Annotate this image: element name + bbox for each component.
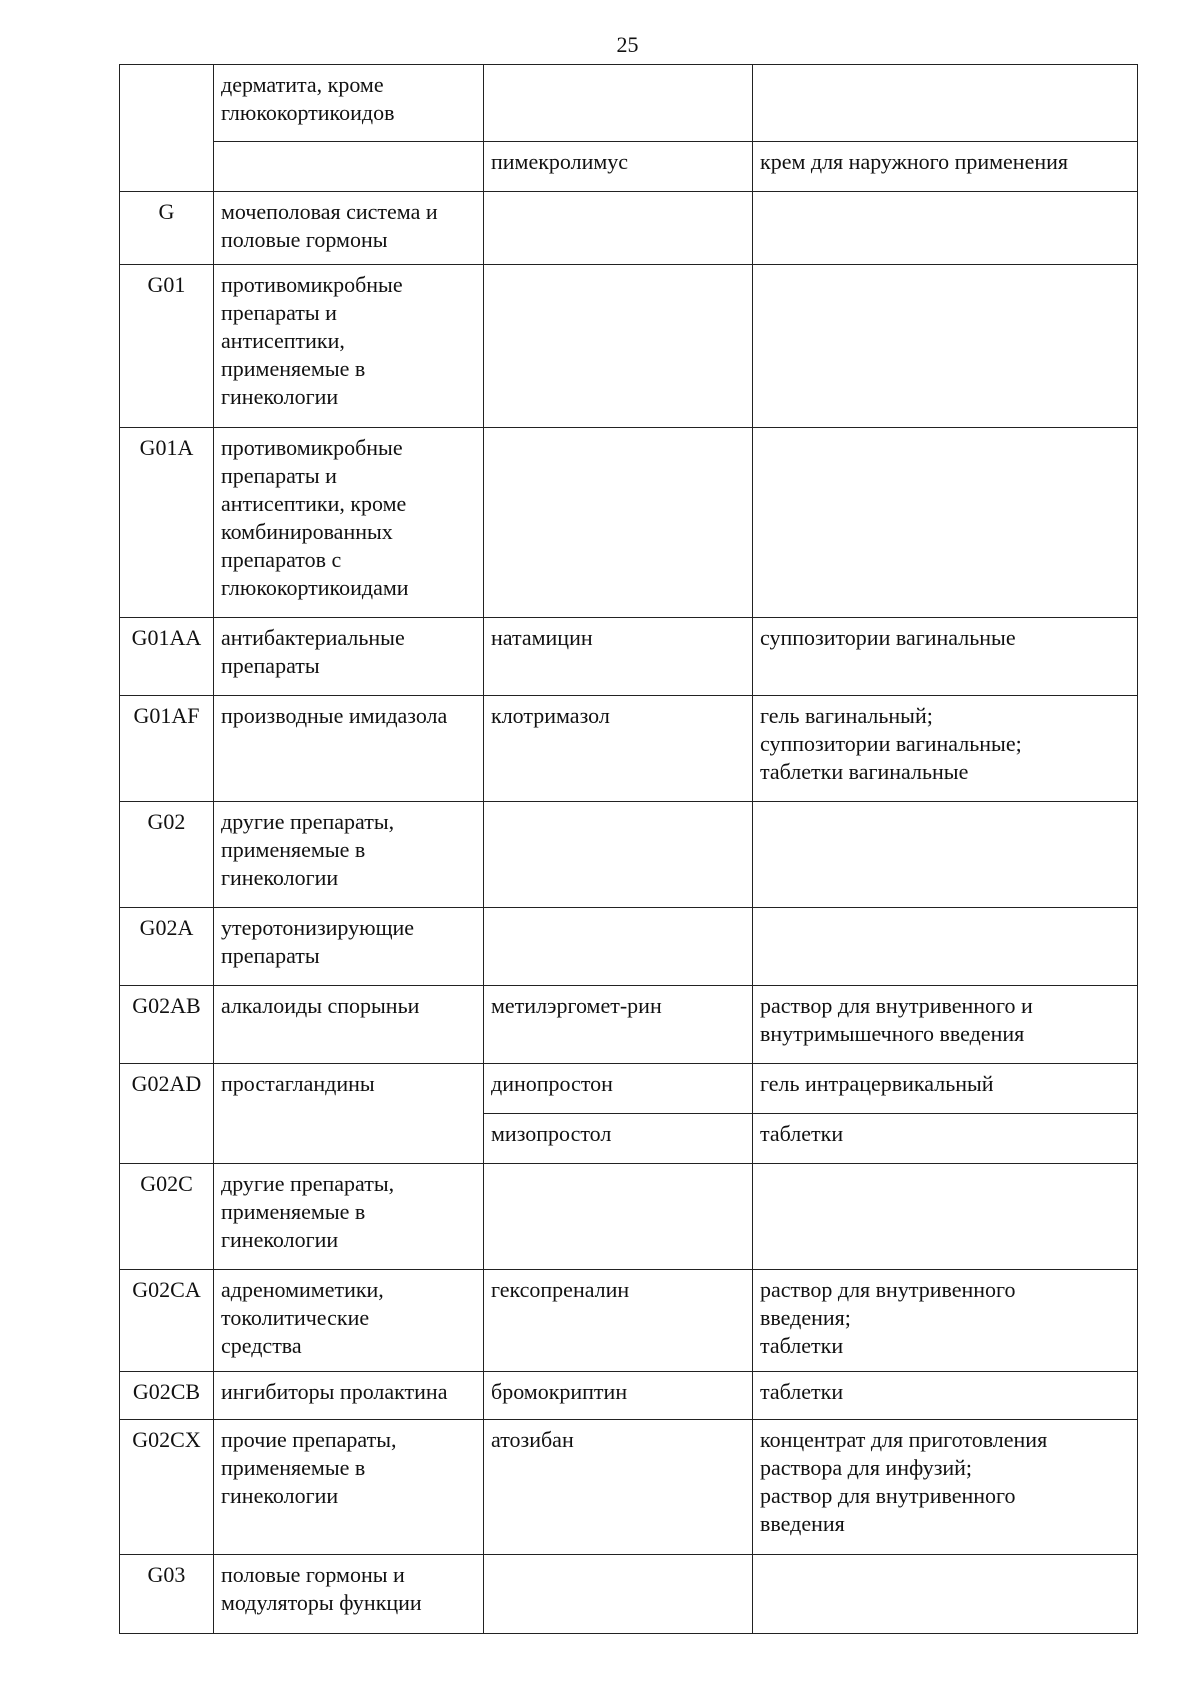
drug-classification-table <box>119 64 1138 1634</box>
group-name-cell <box>214 142 484 192</box>
drug-name-cell: динопростон <box>484 1064 753 1114</box>
table-row <box>120 1372 1138 1420</box>
dosage-form-cell: таблетки <box>753 1114 1138 1164</box>
dosage-form-cell: крем для наружного применения <box>753 142 1138 192</box>
atc-code-cell: G <box>120 192 214 265</box>
atc-code-cell: G03 <box>120 1555 214 1634</box>
drug-name-cell: клотримазол <box>484 696 753 802</box>
group-name-cell: противомикробные препараты и антисептики, кроме комбинированных препаратов с глюкокортикоидами <box>214 428 484 618</box>
group-name-cell: противомикробные препараты и антисептики, применяемые в гинекологии <box>214 265 484 428</box>
group-name-cell: производные имидазола <box>214 696 484 802</box>
group-name-cell: антибактериальные препараты <box>214 618 484 696</box>
group-name-cell: другие препараты, применяемые в гинекологии <box>214 1164 484 1270</box>
dosage-form-cell <box>753 65 1138 142</box>
table-row <box>120 1164 1138 1270</box>
drug-name-cell: пимекролимус <box>484 142 753 192</box>
group-name-cell: прочие препараты, применяемые в гинекологии <box>214 1420 484 1555</box>
dosage-form-cell <box>753 802 1138 908</box>
table-row <box>120 618 1138 696</box>
table-row <box>120 142 1138 192</box>
atc-code-cell: G02CA <box>120 1270 214 1372</box>
atc-code-cell: G01AA <box>120 618 214 696</box>
atc-code-cell: G01A <box>120 428 214 618</box>
table-row <box>120 986 1138 1064</box>
dosage-form-cell <box>753 908 1138 986</box>
atc-code-cell: G01AF <box>120 696 214 802</box>
table-row <box>120 908 1138 986</box>
group-name-cell: половые гормоны и модуляторы функции <box>214 1555 484 1634</box>
table-row <box>120 65 1138 142</box>
atc-code-cell: G02AD <box>120 1064 214 1164</box>
dosage-form-cell: гель вагинальный; суппозитории вагинальные; таблетки вагинальные <box>753 696 1138 802</box>
drug-name-cell <box>484 428 753 618</box>
atc-code-cell: G02 <box>120 802 214 908</box>
group-name-cell: мочеполовая система и половые гормоны <box>214 192 484 265</box>
atc-code-cell: G02C <box>120 1164 214 1270</box>
drug-name-cell: мизопростол <box>484 1114 753 1164</box>
drug-name-cell: гексопреналин <box>484 1270 753 1372</box>
group-name-cell: адреномиметики, токолитические средства <box>214 1270 484 1372</box>
atc-code-cell <box>120 65 214 192</box>
drug-name-cell: бромокриптин <box>484 1372 753 1420</box>
atc-code-cell: G02CB <box>120 1372 214 1420</box>
drug-name-cell <box>484 908 753 986</box>
drug-name-cell <box>484 265 753 428</box>
drug-name-cell <box>484 192 753 265</box>
drug-name-cell <box>484 802 753 908</box>
group-name-cell: алкалоиды спорыньи <box>214 986 484 1064</box>
table-row <box>120 1270 1138 1372</box>
drug-name-cell <box>484 1164 753 1270</box>
group-name-cell: дерматита, кроме глюкокортикоидов <box>214 65 484 142</box>
atc-code-cell: G02CX <box>120 1420 214 1555</box>
table-row <box>120 192 1138 265</box>
dosage-form-cell <box>753 428 1138 618</box>
table-row <box>120 265 1138 428</box>
table-row <box>120 802 1138 908</box>
table-row <box>120 428 1138 618</box>
drug-name-cell: атозибан <box>484 1420 753 1555</box>
dosage-form-cell <box>753 1555 1138 1634</box>
dosage-form-cell: раствор для внутривенного введения; таблетки <box>753 1270 1138 1372</box>
table-row <box>120 696 1138 802</box>
dosage-form-cell: суппозитории вагинальные <box>753 618 1138 696</box>
table-row <box>120 1064 1138 1114</box>
dosage-form-cell: таблетки <box>753 1372 1138 1420</box>
atc-code-cell: G01 <box>120 265 214 428</box>
drug-name-cell: натамицин <box>484 618 753 696</box>
page-number: 25 <box>616 32 639 57</box>
dosage-form-cell <box>753 1164 1138 1270</box>
table-row <box>120 1555 1138 1634</box>
dosage-form-cell <box>753 192 1138 265</box>
dosage-form-cell <box>753 265 1138 428</box>
dosage-form-cell: гель интрацервикальный <box>753 1064 1138 1114</box>
group-name-cell: другие препараты, применяемые в гинекологии <box>214 802 484 908</box>
drug-name-cell: метилэргомет-рин <box>484 986 753 1064</box>
dosage-form-cell: раствор для внутривенного и внутримышечного введения <box>753 986 1138 1064</box>
dosage-form-cell: концентрат для приготовления раствора для инфузий; раствор для внутривенного введения <box>753 1420 1138 1555</box>
atc-code-cell: G02AB <box>120 986 214 1064</box>
drug-name-cell <box>484 1555 753 1634</box>
group-name-cell: утеротонизирующие препараты <box>214 908 484 986</box>
drug-name-cell <box>484 65 753 142</box>
group-name-cell: простагландины <box>214 1064 484 1164</box>
table-row <box>120 1420 1138 1555</box>
atc-code-cell: G02A <box>120 908 214 986</box>
group-name-cell: ингибиторы пролактина <box>214 1372 484 1420</box>
